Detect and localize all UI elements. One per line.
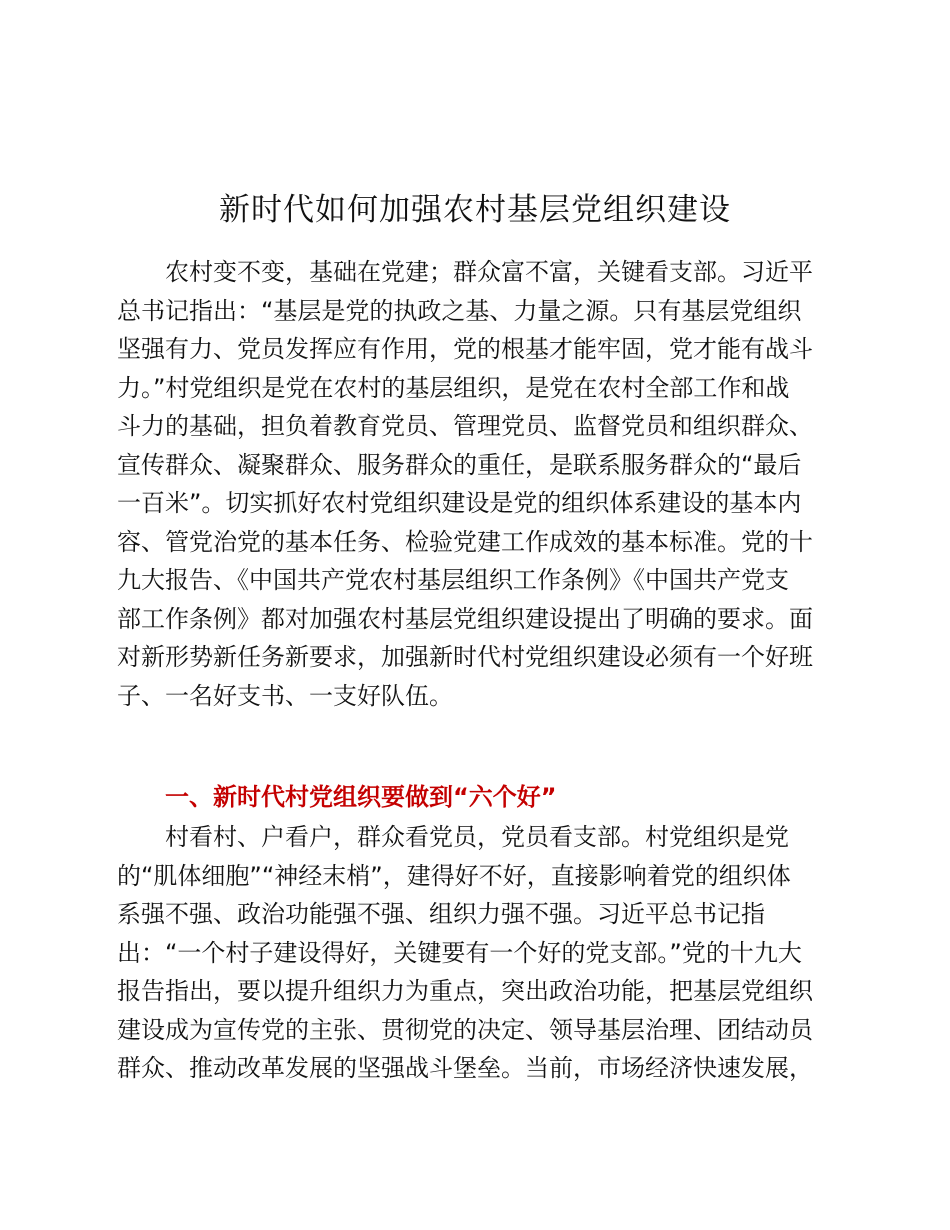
text-line: 出：“一个村子建设得好，关键要有一个好的党支部。”党的十九大 <box>117 938 802 967</box>
section-heading: 一、新时代村党组织要做到“六个好” <box>165 783 557 811</box>
text-line: 部工作条例》都对加强农村基层党组织建设提出了明确的要求。面 <box>117 604 813 633</box>
text-line: 村看村、户看户，群众看党员，党员看支部。村党组织是党 <box>117 823 789 851</box>
text-line: 一百米”。切实抓好农村党组织建设是党的组织体系建设的基本内 <box>117 489 802 517</box>
text-line: 子、一名好支书、一支好队伍。 <box>117 681 453 710</box>
text-line: 力。”村党组织是党在农村的基层组织，是党在农村全部工作和战 <box>117 373 790 402</box>
text-line: 群众、推动改革发展的坚强战斗堡垒。当前，市场经济快速发展， <box>117 1054 813 1082</box>
text-line: 对新形势新任务新要求，加强新时代村党组织建设必须有一个好班 <box>117 643 813 671</box>
paragraph-section-one <box>117 818 841 1088</box>
text-line: 的“肌体细胞”“神经末梢”，建得好不好，直接影响着党的组织体 <box>117 861 791 890</box>
text-line: 报告指出，要以提升组织力为重点，突出政治功能，把基层党组织 <box>117 977 813 1005</box>
text-line: 建设成为宣传党的主张、贯彻党的决定、领导基层治理、团结动员 <box>117 1015 813 1044</box>
document-title: 新时代如何加强农村基层党组织建设 <box>219 192 731 228</box>
text-line: 九大报告、《中国共产党农村基层组织工作条例》《中国共产党支 <box>117 566 789 594</box>
text-line: 宣传群众、凝聚群众、服务群众的重任，是联系服务群众的“最后 <box>117 450 802 479</box>
text-line: 农村变不变，基础在党建；群众富不富，关键看支部。习近平 <box>117 258 813 286</box>
paragraph-intro <box>117 253 841 715</box>
text-line: 容、管党治党的基本任务、检验党建工作成效的基本标准。党的十 <box>117 527 813 556</box>
text-line: 总书记指出：“基层是党的执政之基、力量之源。只有基层党组织 <box>117 296 802 325</box>
text-line: 坚强有力、党员发挥应有作用，党的根基才能牢固，党才能有战斗 <box>117 335 813 363</box>
text-line: 系强不强、政治功能强不强、组织力强不强。习近平总书记指 <box>117 900 765 928</box>
text-line: 斗力的基础，担负着教育党员、管理党员、监督党员和组织群众、 <box>117 412 813 440</box>
